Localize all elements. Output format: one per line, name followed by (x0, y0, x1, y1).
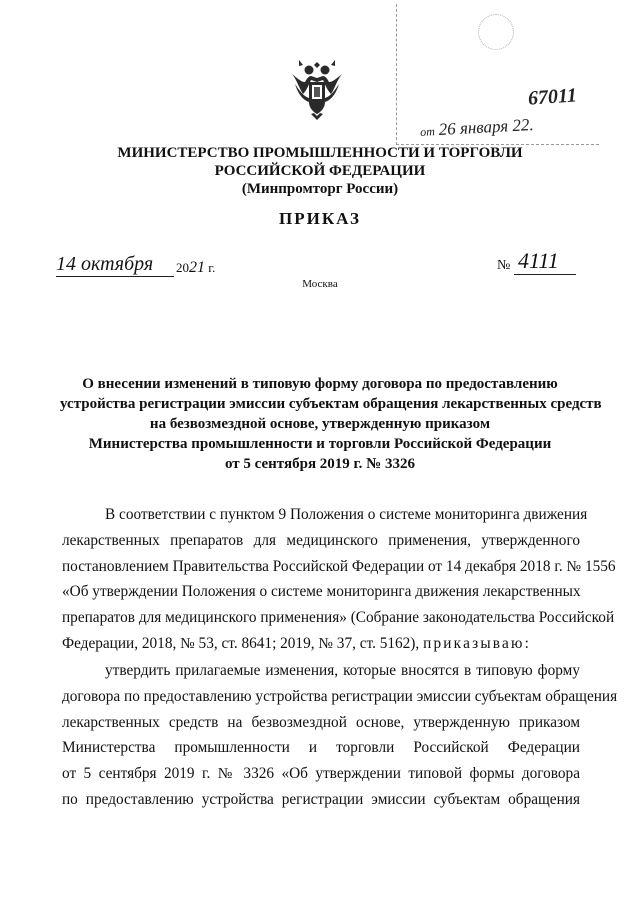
order-city: Москва (302, 278, 338, 290)
text-line (62, 631, 580, 657)
subject-line: от 5 сентября 2019 г. № 3326 (225, 456, 415, 472)
order-number-label: № (497, 258, 511, 273)
order-year (176, 259, 215, 277)
text-line: В соответствии с пунктом 9 Положения о системе мониторинга движения (105, 506, 588, 523)
stamp-emblem-icon (478, 14, 514, 50)
ministry-name-line2: РОССИЙСКОЙ ФЕДЕРАЦИИ (214, 163, 426, 179)
year-suffix: г. (208, 260, 216, 275)
date-underline (56, 276, 174, 277)
order-word: приказываю: (423, 634, 532, 652)
coat-of-arms-icon (289, 58, 345, 122)
year-handwritten: 21 (189, 259, 205, 276)
subject-line: устройства регистрации эмиссии субъектам обращения лекарственных средств (60, 396, 602, 412)
text-line: по предоставлению устройства регистрации эмиссии субъектам обращения (62, 790, 580, 808)
text-line: препаратов для медицинского применения» (Собрание законодательства Российской (62, 609, 615, 627)
subject-line: Министерства промышленности и торговли Российской Федерации (88, 436, 552, 452)
text-line: «Об утверждении Положения о системе мониторинга движения лекарственных (62, 583, 581, 601)
subject-line: на безвозмездной основе, утвержденную приказом (149, 416, 491, 432)
text-line: лекарственных средств на безвозмездной основе, утвержденную приказом (62, 713, 580, 731)
stamp-date-prefix: от (419, 124, 436, 139)
document-type-title: ПРИКАЗ (279, 209, 361, 228)
text-line-part: Федерации, 2018, № 53, ст. 8641; 2019, № 37, ст. 5162), (62, 634, 420, 652)
ministry-short-name: (Минпромторг России) (241, 181, 399, 197)
text-line: от 5 сентября 2019 г. № 3326 «Об утверждении типовой формы договора (62, 765, 580, 783)
text-line: Министерства промышленности и торговли Российской Федерации (62, 739, 580, 757)
stamp-registration-number: 67011 (527, 84, 578, 110)
text-line: лекарственных препаратов для медицинского применения, утвержденного (62, 531, 580, 549)
ministry-name-line1: МИНИСТЕРСТВО ПРОМЫШЛЕННОСТИ И ТОРГОВЛИ (117, 145, 523, 161)
text-line: договора по предоставлению устройства регистрации эмиссии субъектам обращения (62, 687, 618, 705)
text-line: постановлением Правительства Российской Федерации от 14 декабря 2018 г. № 1556 (62, 557, 616, 575)
order-number-handwritten: 4111 (518, 248, 559, 273)
year-prefix: 20 (176, 260, 189, 275)
stamp-date-value: 26 января 22. (438, 115, 535, 139)
number-underline (514, 274, 576, 275)
text-line: утвердить прилагаемые изменения, которые вносятся в типовую форму (105, 662, 580, 679)
subject-line: О внесении изменений в типовую форму договора по предоставлению (82, 376, 558, 392)
paragraph-approval (62, 658, 618, 813)
order-subject (60, 374, 602, 474)
paragraph-legal-basis (62, 502, 616, 657)
order-date-handwritten: 14 октября (56, 253, 154, 275)
